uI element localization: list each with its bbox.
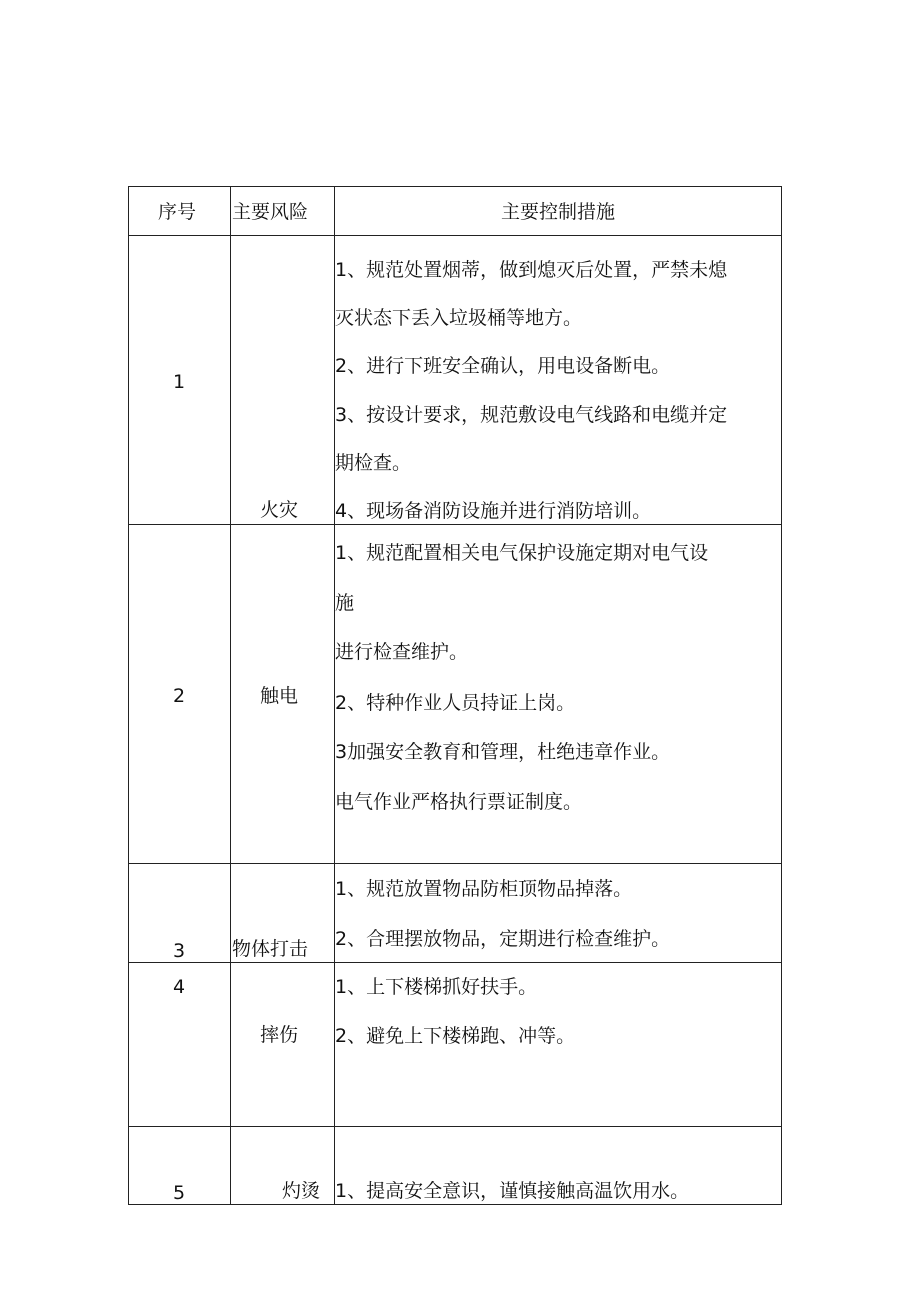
measure-line: 期检查。 [335,452,412,474]
measure-line: 1、提高安全意识，谨慎接触高温饮用水。 [335,1180,690,1202]
measure-line: 2、进行下班安全确认，用电设备断电。 [335,355,671,377]
row-divider [128,1126,782,1127]
row-divider [128,524,782,525]
measure-line: 1、规范放置物品防柜顶物品掉落。 [335,878,633,900]
measure-line: 2、合理摆放物品，定期进行检查维护。 [335,928,671,950]
row-divider [128,962,782,963]
table-border-right [781,186,782,1205]
row-risk: 物体打击 [232,938,309,960]
table-border-left [128,186,129,1205]
header-index: 序号 [158,201,197,223]
measure-line: 施 [335,592,355,614]
column-divider [230,186,231,1205]
table-border-top [128,186,782,187]
measure-line: 1、规范处置烟蒂，做到熄灭后处置，严禁未熄 [335,259,728,281]
measure-line: 电气作业严格执行票证制度。 [335,791,583,813]
measure-line: 4、现场备消防设施并进行消防培训。 [335,500,652,522]
measure-line: 3、按设计要求，规范敷设电气线路和电缆并定 [335,404,728,426]
measure-line: 2、特种作业人员持证上岗。 [335,692,576,714]
row-divider [128,235,782,236]
row-risk: 灼烫 [282,1180,321,1202]
row-risk: 触电 [260,685,299,707]
header-measures: 主要控制措施 [501,201,616,223]
row-index: 5 [173,1182,186,1204]
row-risk: 摔伤 [260,1024,299,1046]
measure-line: 进行检查维护。 [335,641,469,663]
measure-line: 灭状态下丢入垃圾桶等地方。 [335,307,583,329]
row-index: 2 [173,685,186,707]
row-index: 1 [173,371,186,393]
table-border-bottom [128,1204,782,1205]
row-risk: 火灾 [260,499,299,521]
row-index: 4 [173,976,186,998]
row-divider [128,863,782,864]
measure-line: 1、规范配置相关电气保护设施定期对电气设 [335,542,709,564]
risk-control-table [128,186,782,1205]
header-risk: 主要风险 [232,201,309,223]
measure-line: 3加强安全教育和管理，杜绝违章作业。 [335,741,671,763]
measure-line: 1、上下楼梯抓好扶手。 [335,976,538,998]
measure-line: 2、避免上下楼梯跑、冲等。 [335,1025,576,1047]
row-index: 3 [173,940,186,962]
